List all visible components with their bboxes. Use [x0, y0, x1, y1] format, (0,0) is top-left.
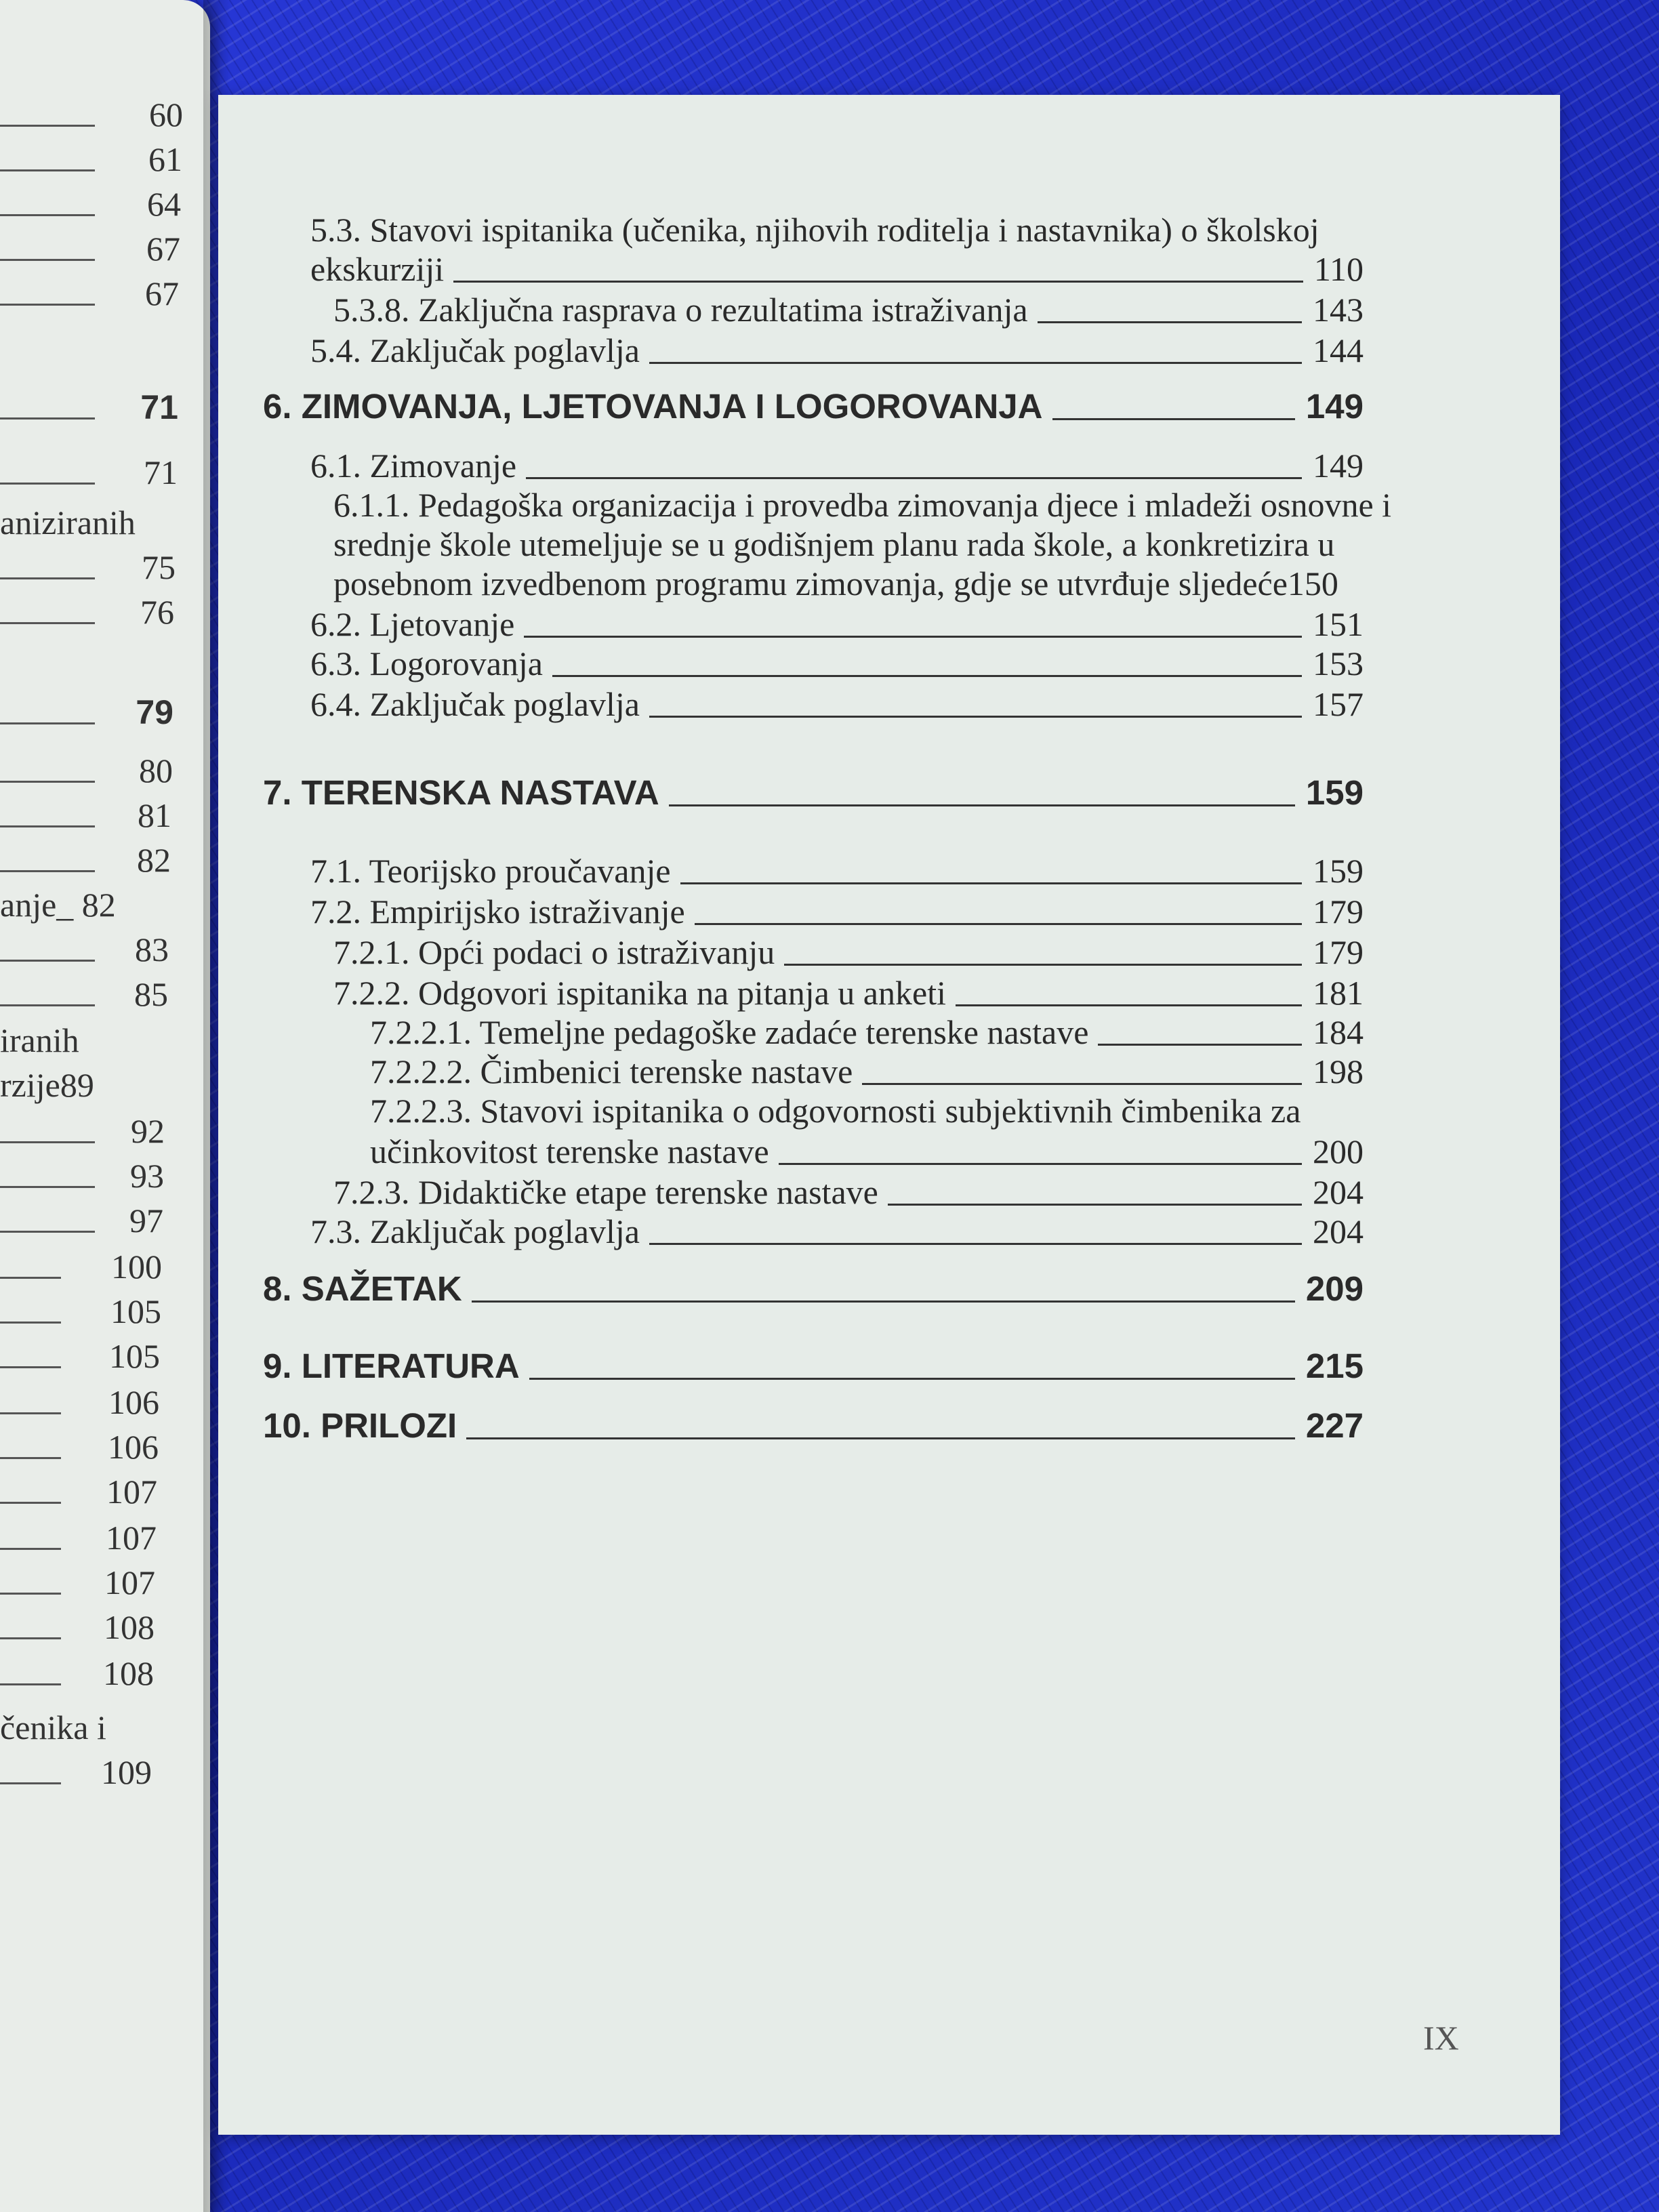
left-page-fragment: 85	[134, 975, 168, 1013]
left-page-fragment: 105	[110, 1292, 161, 1330]
toc-entry-title: 6.1. Zimovanje	[310, 447, 517, 485]
left-page-fragment: 107	[104, 1563, 155, 1601]
toc-entry-title: 7.2.2. Odgovori ispitanika na pitanja u anketi	[333, 974, 946, 1012]
toc-chapter-title: 7. TERENSKA NASTAVA	[263, 773, 659, 812]
toc-entry-title: 7.2.2.3. Stavovi ispitanika o odgovornosti subjektivnih čimbenika za	[370, 1092, 1301, 1130]
left-page-fragment: 80	[139, 752, 173, 790]
left-page-fragment: 107	[106, 1519, 157, 1557]
toc-page-number: 181	[1313, 974, 1364, 1012]
toc-entry-title: srednje škole utemeljuje se u godišnjem planu rada škole, a konkretizira u	[333, 525, 1335, 563]
toc-leader-line	[526, 477, 1302, 479]
left-page-leader	[0, 1231, 95, 1233]
left-page-fragment: aniziranih	[0, 504, 136, 541]
left-page-fragment: 108	[103, 1654, 154, 1692]
left-page-leader	[0, 781, 95, 783]
left-page-fragment: 79	[136, 693, 173, 731]
toc-page-number: 215	[1305, 1347, 1364, 1385]
toc-page-number: 144	[1313, 331, 1364, 369]
left-page-leader	[0, 1457, 61, 1459]
left-page-fragment: anje_ 82	[0, 886, 116, 924]
left-page-leader	[0, 1502, 61, 1504]
toc-leader-line	[529, 1378, 1295, 1380]
toc-entry-title: 6.3. Logorovanja	[310, 644, 543, 682]
right-page	[218, 95, 1560, 2135]
toc-leader-line	[649, 362, 1302, 364]
left-page-fragment: 105	[109, 1337, 160, 1375]
toc-page-number: 151	[1313, 605, 1364, 643]
toc-leader-line	[453, 281, 1303, 283]
left-page	[0, 0, 210, 2212]
toc-entry-title: ekskurziji	[310, 250, 445, 288]
left-page-fragment: 61	[148, 140, 182, 178]
left-page-fragment: 64	[147, 185, 181, 223]
left-page-leader	[0, 825, 95, 827]
toc-entry-title: 7.1. Teorijsko proučavanje	[310, 852, 671, 890]
toc-leader-line	[472, 1300, 1295, 1303]
toc-leader-line	[1098, 1044, 1302, 1046]
toc-page-number: 143	[1313, 291, 1364, 329]
left-page-leader	[0, 870, 95, 872]
left-page-leader	[0, 417, 95, 419]
left-page-leader	[0, 1277, 61, 1279]
toc-page-number: 159	[1305, 773, 1364, 812]
toc-entry-title: 7.2.2.2. Čimbenici terenske nastave	[370, 1052, 853, 1090]
toc-chapter-title: 9. LITERATURA	[263, 1347, 520, 1385]
left-page-leader	[0, 1548, 61, 1550]
toc-chapter-title: 10. PRILOZI	[263, 1406, 457, 1445]
toc-page-number: 198	[1313, 1052, 1364, 1090]
toc-leader-line	[956, 1004, 1302, 1006]
toc-leader-line	[779, 1163, 1302, 1165]
left-page-fragment: 71	[140, 388, 178, 426]
left-page-leader	[0, 1141, 95, 1143]
toc-page-number: 179	[1313, 893, 1364, 930]
toc-entry-title: 6.1.1. Pedagoška organizacija i provedba zimovanja djece i mladeži osnovne i	[333, 486, 1392, 524]
toc-entry-title: posebnom izvedbenom programu zimovanja, gdje se utvrđuje sljedeće150	[333, 565, 1338, 602]
toc-entry-title: 6.2. Ljetovanje	[310, 605, 515, 643]
left-page-leader	[0, 622, 95, 624]
left-page-fragment: 60	[149, 96, 183, 134]
left-page-leader	[0, 214, 95, 216]
left-page-leader	[0, 259, 95, 261]
toc-entry-title: 7.2.1. Opći podaci o istraživanju	[333, 933, 775, 971]
left-page-fragment: čenika i	[0, 1708, 106, 1746]
left-page-leader	[0, 125, 95, 127]
left-page-leader	[0, 1412, 61, 1414]
left-page-fragment: 67	[145, 274, 179, 312]
toc-page-number: 157	[1313, 685, 1364, 723]
toc-leader-line	[680, 882, 1302, 884]
page-number-folio: IX	[1423, 2019, 1459, 2057]
left-page-fragment: 76	[140, 593, 174, 631]
left-page-fragment: 75	[142, 548, 176, 586]
toc-chapter-title: 8. SAŽETAK	[263, 1269, 462, 1308]
toc-page-number: 149	[1313, 447, 1364, 485]
toc-leader-line	[552, 675, 1302, 677]
toc-page-number: 159	[1313, 852, 1364, 890]
toc-entry-title: 6.4. Zaključak poglavlja	[310, 685, 640, 723]
left-page-leader	[0, 304, 95, 306]
toc-entry-title: 5.3.8. Zaključna rasprava o rezultatima istraživanja	[333, 291, 1028, 329]
toc-entry-title: učinkovitost terenske nastave	[370, 1132, 769, 1170]
toc-leader-line	[1038, 321, 1302, 323]
toc-entry-title: 7.2. Empirijsko istraživanje	[310, 893, 685, 930]
left-page-fragment: 92	[131, 1112, 165, 1150]
left-page-fragment: 107	[106, 1473, 157, 1511]
toc-page-number: 209	[1305, 1269, 1364, 1308]
left-page-leader	[0, 1593, 61, 1595]
left-page-fragment: 83	[135, 930, 169, 968]
left-page-leader	[0, 960, 95, 962]
toc-entry-title: 5.3. Stavovi ispitanika (učenika, njihovih roditelja i nastavnika) o školskoj	[310, 211, 1319, 249]
left-page-fragment: 71	[144, 453, 178, 491]
left-page-fragment: 67	[146, 230, 180, 268]
toc-leader-line	[649, 1243, 1302, 1245]
left-page-leader	[0, 1366, 61, 1368]
left-page-fragment: 93	[130, 1157, 164, 1195]
left-page-fragment: 81	[138, 796, 171, 834]
left-page-leader	[0, 722, 95, 724]
left-page-leader	[0, 1186, 95, 1188]
left-page-leader	[0, 169, 95, 171]
toc-leader-line	[695, 923, 1302, 925]
toc-entry-title: 7.2.3. Didaktičke etape terenske nastave	[333, 1173, 878, 1211]
toc-page-number: 204	[1313, 1212, 1364, 1250]
left-page-leader	[0, 1322, 61, 1324]
left-page-fragment: 106	[108, 1428, 159, 1466]
toc-leader-line	[784, 964, 1302, 966]
toc-page-number: 153	[1313, 644, 1364, 682]
left-page-fragment: 109	[101, 1753, 152, 1791]
left-page-fragment: 108	[104, 1608, 155, 1646]
left-page-fragment: 100	[111, 1248, 162, 1286]
left-page-leader	[0, 1782, 61, 1784]
toc-leader-line	[862, 1083, 1302, 1085]
toc-chapter-title: 6. ZIMOVANJA, LJETOVANJA I LOGOROVANJA	[263, 387, 1043, 426]
toc-leader-line	[888, 1204, 1302, 1206]
toc-page-number: 110	[1313, 250, 1364, 288]
toc-page-number: 184	[1313, 1013, 1364, 1051]
toc-leader-line	[466, 1437, 1295, 1439]
toc-page-number: 204	[1313, 1173, 1364, 1211]
toc-entry-title: 5.4. Zaključak poglavlja	[310, 331, 640, 369]
toc-leader-line	[649, 716, 1302, 718]
left-page-fragment: rzije89	[0, 1066, 94, 1104]
left-page-fragment: iranih	[0, 1021, 79, 1059]
toc-page-number: 149	[1305, 387, 1364, 426]
left-page-fragment: 106	[108, 1383, 159, 1421]
left-page-fragment: 97	[129, 1202, 163, 1240]
toc-leader-line	[1052, 418, 1295, 420]
toc-leader-line	[524, 636, 1302, 638]
toc-page-number: 179	[1313, 933, 1364, 971]
left-page-leader	[0, 1683, 61, 1685]
toc-page-number: 227	[1305, 1406, 1364, 1445]
toc-entry-title: 7.2.2.1. Temeljne pedagoške zadaće terenske nastave	[370, 1013, 1089, 1051]
left-page-leader	[0, 483, 95, 485]
toc-entry-title: 7.3. Zaključak poglavlja	[310, 1212, 640, 1250]
toc-leader-line	[669, 804, 1295, 806]
left-page-leader	[0, 1004, 95, 1006]
left-page-leader	[0, 577, 95, 579]
toc-page-number: 200	[1313, 1132, 1364, 1170]
left-page-leader	[0, 1637, 61, 1639]
left-page-fragment: 82	[137, 841, 171, 879]
